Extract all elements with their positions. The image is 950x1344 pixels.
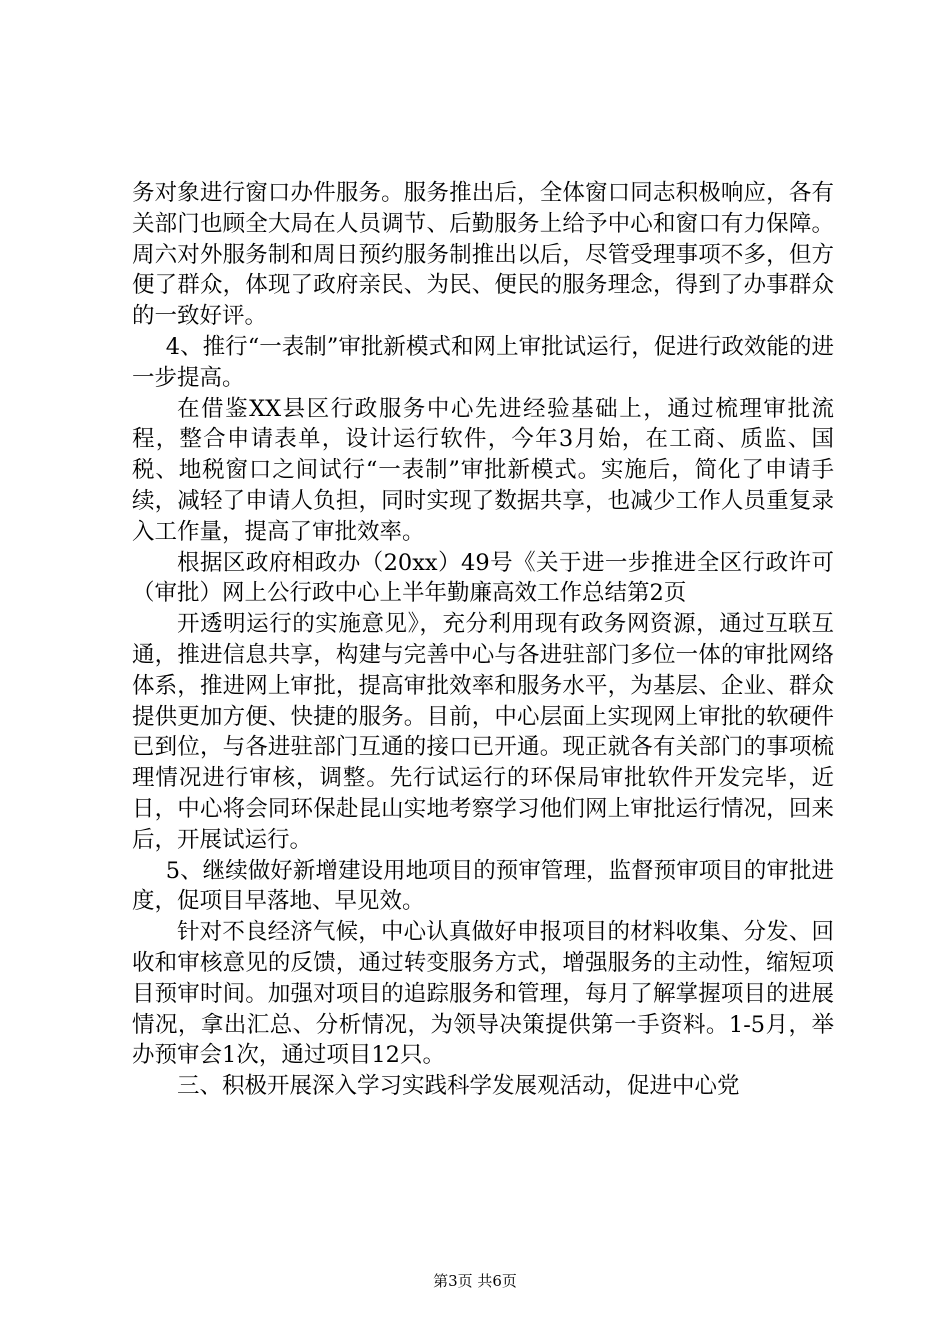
- paragraph: 根据区政府相政办（20xx）49号《关于进一步推进全区行政许可（审批）网上公行政中心上半年勤廉高效工作总结第2页: [132, 549, 834, 607]
- section-heading-5: 5、继续做好新增建设用地项目的预审管理，监督预审项目的审批进度，促项目早落地、早见效。: [132, 857, 834, 915]
- section-heading-3: 三、积极开展深入学习实践科学发展观活动，促进中心党: [177, 1073, 740, 1100]
- section-heading-4: 4、推行“一表制”审批新模式和网上审批试运行，促进行政效能的进一步提高。: [132, 333, 834, 391]
- paragraph: 在借鉴XX县区行政服务中心先进经验基础上，通过梳理审批流程，整合申请表单，设计运行软件，今年3月始，在工商、质监、国税、地税窗口之间试行“一表制”审批新模式。实施后，简化了申请手续，减轻了申请人负担，同时实现了数据共享，也减少工作人员重复录入工作量，提高了审批效率。: [132, 395, 834, 545]
- paragraph: 开透明运行的实施意见》，充分利用现有政务网资源，通过互联互通，推进信息共享，构建与完善中心与各进驻部门多位一体的审批网络体系，推进网上审批，提高审批效率和服务水平，为基层、企业、群众提供更加方便、快捷的服务。目前，中心层面上实现网上审批的软硬件已到位，与各进驻部门互通的接口已开通。现正就各有关部门的事项梳理情况进行审核，调整。先行试运行的环保局审批软件开发完毕，近日，中心将会同环保赴昆山实地考察学习他们网上审批运行情况，回来后，开展试运行。: [132, 611, 834, 853]
- paragraph: 针对不良经济气候，中心认真做好申报项目的材料收集、分发、回收和审核意见的反馈，通过转变服务方式，增强服务的主动性，缩短项目预审时间。加强对项目的追踪服务和管理，每月了解掌握项目的进展情况，拿出汇总、分析情况，为领导决策提供第一手资料。1-5月，举办预审会1次，通过项目12只。: [132, 919, 834, 1069]
- document-body: [132, 178, 834, 1102]
- page-footer: 第3页 共6页: [433, 1272, 517, 1290]
- paragraph-continuation: 务对象进行窗口办件服务。服务推出后，全体窗口同志积极响应，各有关部门也顾全大局在人员调节、后勤服务上给予中心和窗口有力保障。周六对外服务制和周日预约服务制推出以后，尽管受理事项不多，但方便了群众，体现了政府亲民、为民、便民的服务理念，得到了办事群众的一致好评。: [132, 180, 834, 330]
